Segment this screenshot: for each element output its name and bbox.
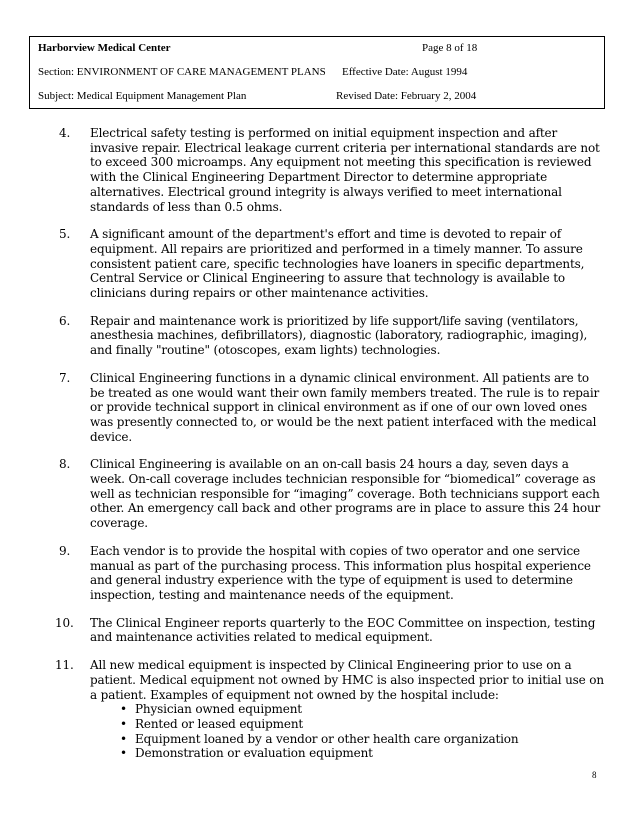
document-header-box	[29, 36, 605, 109]
bullet-item	[120, 732, 605, 747]
item-text: All new medical equipment is inspected by Clinical Engineering prior to use on a patient. Medical equipment not owned by HMC is also inspected prior to initial use on a patient. Examples of equipment not owned by the hospital include:	[90, 658, 604, 702]
bullet-glyph: •	[120, 731, 127, 746]
item-text: Each vendor is to provide the hospital with copies of two operator and one service manual as part of the purchasing process. This information plus hospital experience and general industry experience with the type of equipment is used to determine inspection, testing and maintenance needs of the equipment.	[90, 543, 591, 602]
list-item	[55, 314, 605, 358]
organization-name: Harborview Medical Center	[38, 42, 171, 54]
page-indicator: Page 8 of 18	[422, 42, 478, 54]
bullet-item	[120, 702, 605, 717]
item-number: 10.	[55, 615, 74, 630]
item-text: The Clinical Engineer reports quarterly to the EOC Committee on inspection, testing and maintenance activities related to medical equipment.	[90, 615, 596, 645]
list-item	[55, 616, 605, 645]
bullet-item	[120, 717, 605, 732]
effective-date: Effective Date: August 1994	[342, 66, 468, 78]
list-item	[55, 544, 605, 603]
revised-date: Revised Date: February 2, 2004	[336, 90, 477, 102]
bullet-glyph: •	[120, 702, 127, 717]
item-text: Clinical Engineering functions in a dynamic clinical environment. All patients are to be treated as one would want their own family members treated. The rule is to repair or provide technical support in clinical environment as if one of our own loved ones was presently connected to, or would be the next patient interfaced with the medical device.	[90, 370, 600, 444]
item-number: 8.	[59, 457, 71, 472]
bullet-glyph: •	[120, 716, 127, 731]
header-row-org	[38, 42, 596, 56]
page-number: 8	[592, 770, 597, 780]
item-number: 4.	[59, 126, 71, 140]
bullet-glyph: •	[120, 746, 127, 761]
bullet-text: Equipment loaned by a vendor or other health care organization	[135, 731, 519, 746]
bullet-item	[120, 746, 605, 761]
list-item	[55, 457, 605, 531]
item-text: Electrical safety testing is performed on initial equipment inspection and after invasive repair. Electrical leakage current criteria per international standards are not to exceed 300 microamps. Any equipment not meeting this specification is reviewed with the Clinical Engineering Department Director to determine appropriate alternatives. Electrical ground integrity is always verified to meet international standards of less than 0.5 ohms.	[90, 126, 600, 214]
item-number: 9.	[59, 543, 71, 558]
list-item	[55, 126, 605, 214]
header-row-subject	[38, 90, 596, 104]
document-body	[55, 126, 605, 774]
list-item	[55, 227, 605, 301]
item-number: 5.	[59, 227, 71, 242]
subject-label: Subject: Medical Equipment Management Plan	[38, 90, 247, 102]
item-text: Repair and maintenance work is prioritized by life support/life saving (ventilators, anesthesia machines, defibrillators), diagnostic (laboratory, radiographic, imaging), and finally "routine" (otoscopes, exam lights) technologies.	[90, 313, 588, 358]
bullet-text: Demonstration or evaluation equipment	[135, 746, 373, 761]
bullet-list	[90, 702, 605, 761]
list-item	[55, 658, 605, 761]
item-number: 6.	[59, 313, 71, 328]
item-text: A significant amount of the department's effort and time is devoted to repair of equipment. All repairs are prioritized and performed in a timely manner. To assure consistent patient care, specific technologies have loaners in specific departments, Central Service or Clinical Engineering to assure that technology is available to clinicians during repairs or other maintenance activities.	[90, 227, 585, 301]
list-item	[55, 371, 605, 445]
bullet-text: Rented or leased equipment	[135, 716, 304, 731]
header-row-section	[38, 66, 596, 80]
item-text: Clinical Engineering is available on an on-call basis 24 hours a day, seven days a week. On-call coverage includes technician responsible for “biomedical” coverage as well as technician responsible for “imaging” coverage. Both technicians support each other. An emergency call back and other programs are in place to assure this 24 hour coverage.	[90, 457, 601, 531]
item-number: 7.	[59, 370, 71, 385]
bullet-text: Physician owned equipment	[135, 702, 302, 717]
section-label: Section: ENVIRONMENT OF CARE MANAGEMENT PLANS	[38, 66, 326, 78]
item-number: 11.	[55, 658, 74, 673]
